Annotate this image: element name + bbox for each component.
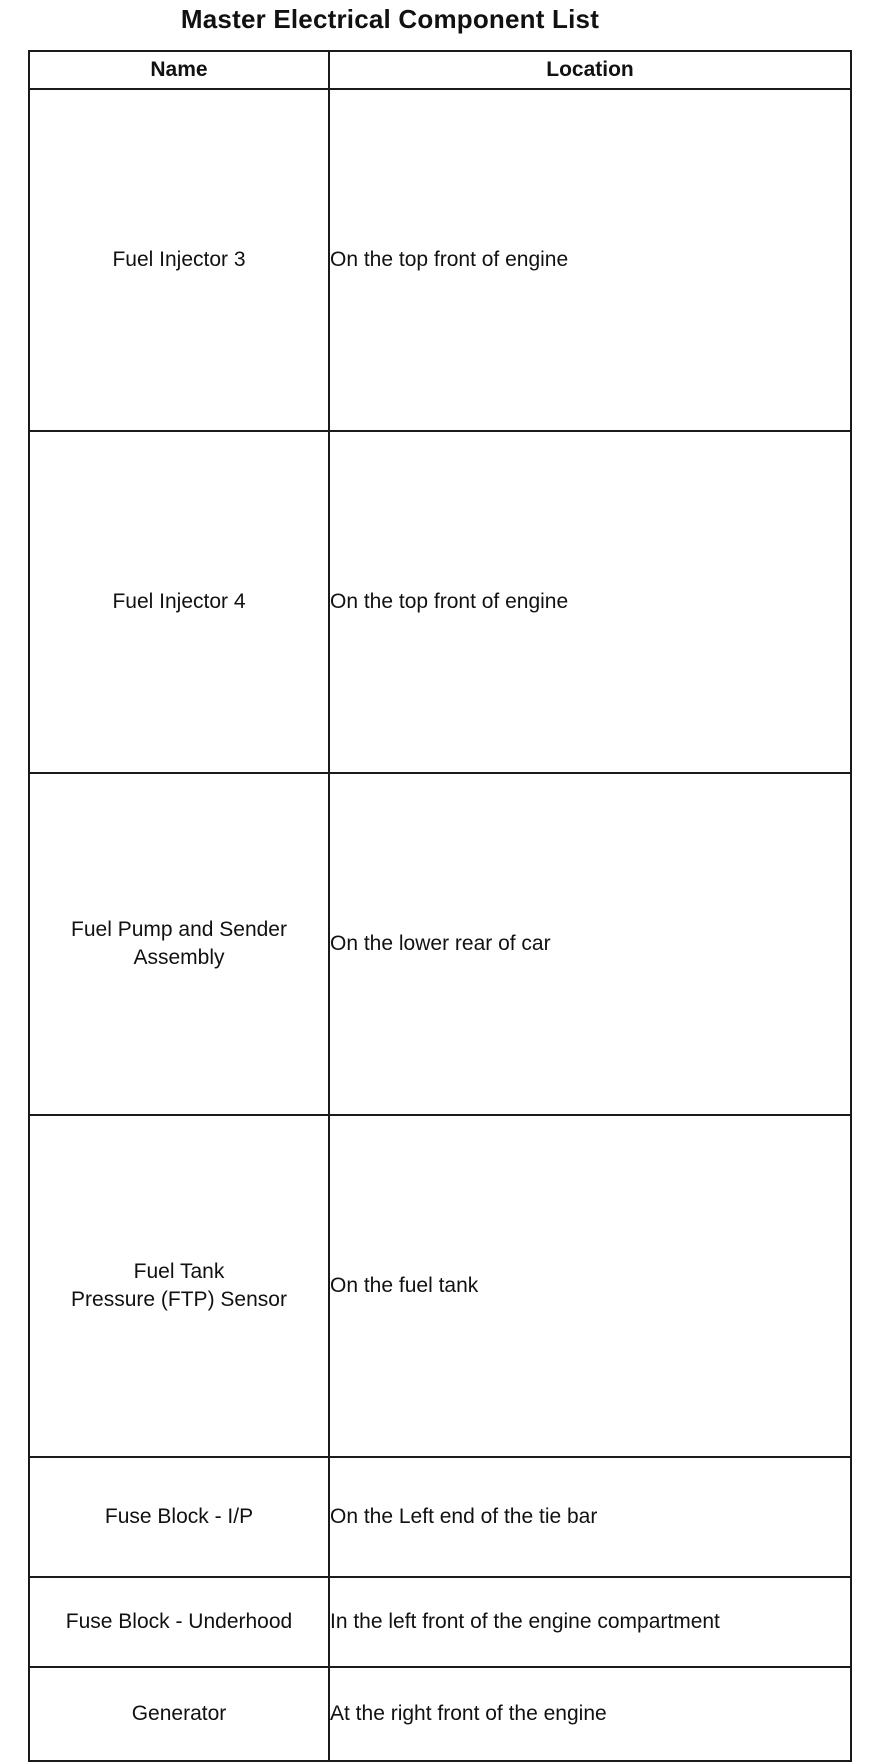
table-row: [29, 773, 851, 1115]
table-row: [29, 89, 851, 431]
component-name-line: Assembly: [133, 946, 225, 969]
component-location: On the fuel tank: [329, 1115, 851, 1457]
table-row: [29, 1667, 851, 1761]
table-row: [29, 431, 851, 773]
component-name: [29, 773, 329, 1115]
component-location: On the lower rear of car: [329, 773, 851, 1115]
component-location: In the left front of the engine compartment: [329, 1577, 851, 1667]
component-location: On the top front of engine: [329, 89, 851, 431]
page-title: Master Electrical Component List: [180, 4, 600, 34]
component-location: On the top front of engine: [329, 431, 851, 773]
component-name: Fuel Injector 4: [29, 431, 329, 773]
component-name: Fuse Block - I/P: [29, 1457, 329, 1577]
name-column-header: Name: [29, 51, 329, 89]
component-location: On the Left end of the tie bar: [329, 1457, 851, 1577]
component-name-line: Fuel Pump and Sender: [71, 918, 287, 941]
table-row: [29, 1577, 851, 1667]
component-name: Fuel Injector 3: [29, 89, 329, 431]
component-location: At the right front of the engine: [329, 1667, 851, 1761]
component-name-line: Pressure (FTP) Sensor: [71, 1288, 287, 1311]
component-name-line: Fuel Tank: [133, 1260, 225, 1283]
component-name: [29, 1115, 329, 1457]
table-header-row: [29, 51, 851, 89]
component-table: [28, 50, 852, 1762]
table-row: [29, 1457, 851, 1577]
component-name: Generator: [29, 1667, 329, 1761]
component-name: Fuse Block - Underhood: [29, 1577, 329, 1667]
location-column-header: Location: [329, 51, 851, 89]
table-row: [29, 1115, 851, 1457]
